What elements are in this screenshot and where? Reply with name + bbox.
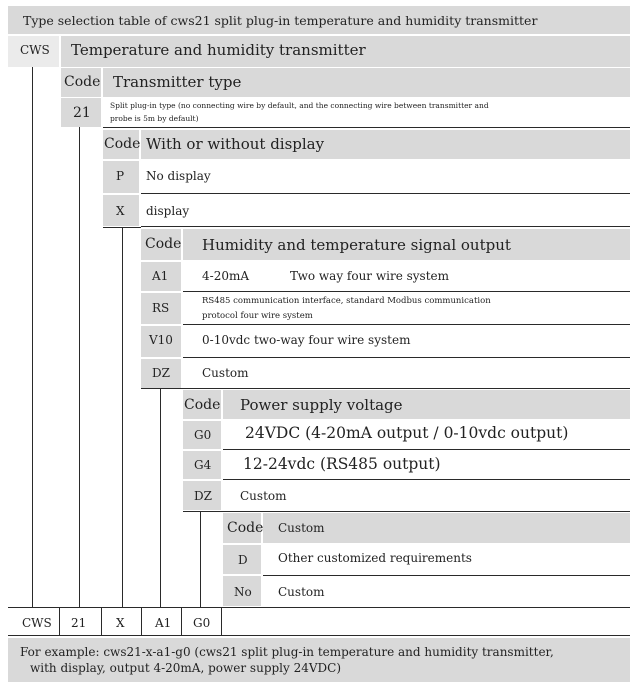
- example-divider-3: [141, 607, 142, 636]
- separator-power-dz: [223, 511, 630, 512]
- separator-21: [103, 127, 630, 128]
- separator-g0: [223, 449, 630, 450]
- separator-g4: [223, 479, 630, 480]
- example-code-21: 21: [71, 616, 87, 630]
- separator-v10: [183, 357, 630, 358]
- signal-code-dz: DZ: [152, 366, 170, 380]
- page-title: Type selection table of cws21 split plug-in temperature and humidity transmitter: [23, 13, 538, 28]
- power-header-label: Power supply voltage: [240, 396, 403, 414]
- power-code-g4: G4: [194, 458, 212, 472]
- connector-signal: [160, 389, 161, 607]
- example-code-g0: G0: [193, 616, 211, 630]
- display-code-p: P: [116, 169, 125, 183]
- example-divider-2: [101, 607, 102, 636]
- display-code-x: X: [116, 204, 125, 218]
- signal-desc-v10: 0-10vdc two-way four wire system: [202, 333, 411, 347]
- signal-desc-a1: 4-20mA: [202, 269, 250, 283]
- signal-code-v10: V10: [149, 333, 173, 347]
- power-code-g0: G0: [194, 428, 212, 442]
- separator-x: [141, 226, 630, 227]
- signal-desc-rs-line1: RS485 communication interface, standard Modbus communication: [202, 296, 491, 306]
- transmitter-code-21: 21: [73, 105, 91, 121]
- signal-desc-rs-line2: protocol four wire system: [202, 311, 313, 321]
- power-desc-g0: 24VDC (4-20mA output / 0-10vdc output): [245, 424, 569, 442]
- power-desc-dz: Custom: [240, 489, 287, 503]
- separator-d: [263, 575, 630, 576]
- signal-header-label: Humidity and temperature signal output: [202, 236, 511, 254]
- example-divider-1: [59, 607, 60, 636]
- connector-21: [79, 127, 80, 607]
- separator-a1: [183, 291, 630, 292]
- signal-header-code: Code: [145, 236, 182, 252]
- power-desc-g4: 12-24vdc (RS485 output): [243, 455, 441, 473]
- display-header-label: With or without display: [146, 135, 325, 153]
- custom-code-d: D: [238, 553, 248, 567]
- signal-desc-a1-detail: Two way four wire system: [290, 269, 450, 283]
- display-desc-x: display: [146, 204, 190, 218]
- root-code: CWS: [20, 43, 50, 57]
- power-header-code: Code: [184, 397, 221, 413]
- separator-p: [141, 193, 630, 194]
- transmitter-type-header-code: Code: [64, 74, 101, 90]
- root-label: Temperature and humidity transmitter: [71, 41, 366, 59]
- transmitter-desc-line1: Split plug-in type (no connecting wire by default, and the connecting wire between transmitter and: [110, 101, 489, 110]
- separator-dz: [183, 388, 630, 389]
- display-header-code: Code: [104, 136, 141, 152]
- signal-desc-dz: Custom: [202, 366, 249, 380]
- connector-display: [122, 227, 123, 607]
- example-code-a1: A1: [155, 616, 172, 630]
- signal-code-rs: RS: [152, 301, 170, 315]
- example-divider-4: [181, 607, 182, 636]
- example-description-line2: with display, output 4-20mA, power supply 24VDC): [30, 661, 342, 675]
- signal-code-a1: A1: [152, 269, 169, 283]
- custom-code-no: No: [234, 585, 252, 599]
- transmitter-type-header-label: Transmitter type: [113, 73, 242, 91]
- custom-header-label: Custom: [278, 521, 325, 535]
- separator-signal-end: [141, 388, 183, 389]
- example-description-line1: For example: cws21-x-a1-g0 (cws21 split plug-in temperature and humidity transmitter,: [20, 645, 554, 659]
- example-code-x: X: [116, 616, 125, 630]
- power-code-dz: DZ: [194, 489, 212, 503]
- separator-power-end: [183, 511, 223, 512]
- custom-header-code: Code: [227, 520, 264, 536]
- custom-desc-d: Other customized requirements: [278, 551, 472, 565]
- connector-cws: [32, 67, 33, 607]
- connector-power: [200, 512, 201, 607]
- example-divider-5: [221, 607, 222, 636]
- transmitter-desc-line2: probe is 5m by default): [110, 114, 199, 123]
- display-desc-p: No display: [146, 169, 211, 183]
- separator-rs: [183, 324, 630, 325]
- example-code-cws: CWS: [22, 616, 52, 630]
- custom-desc-no: Custom: [278, 585, 325, 599]
